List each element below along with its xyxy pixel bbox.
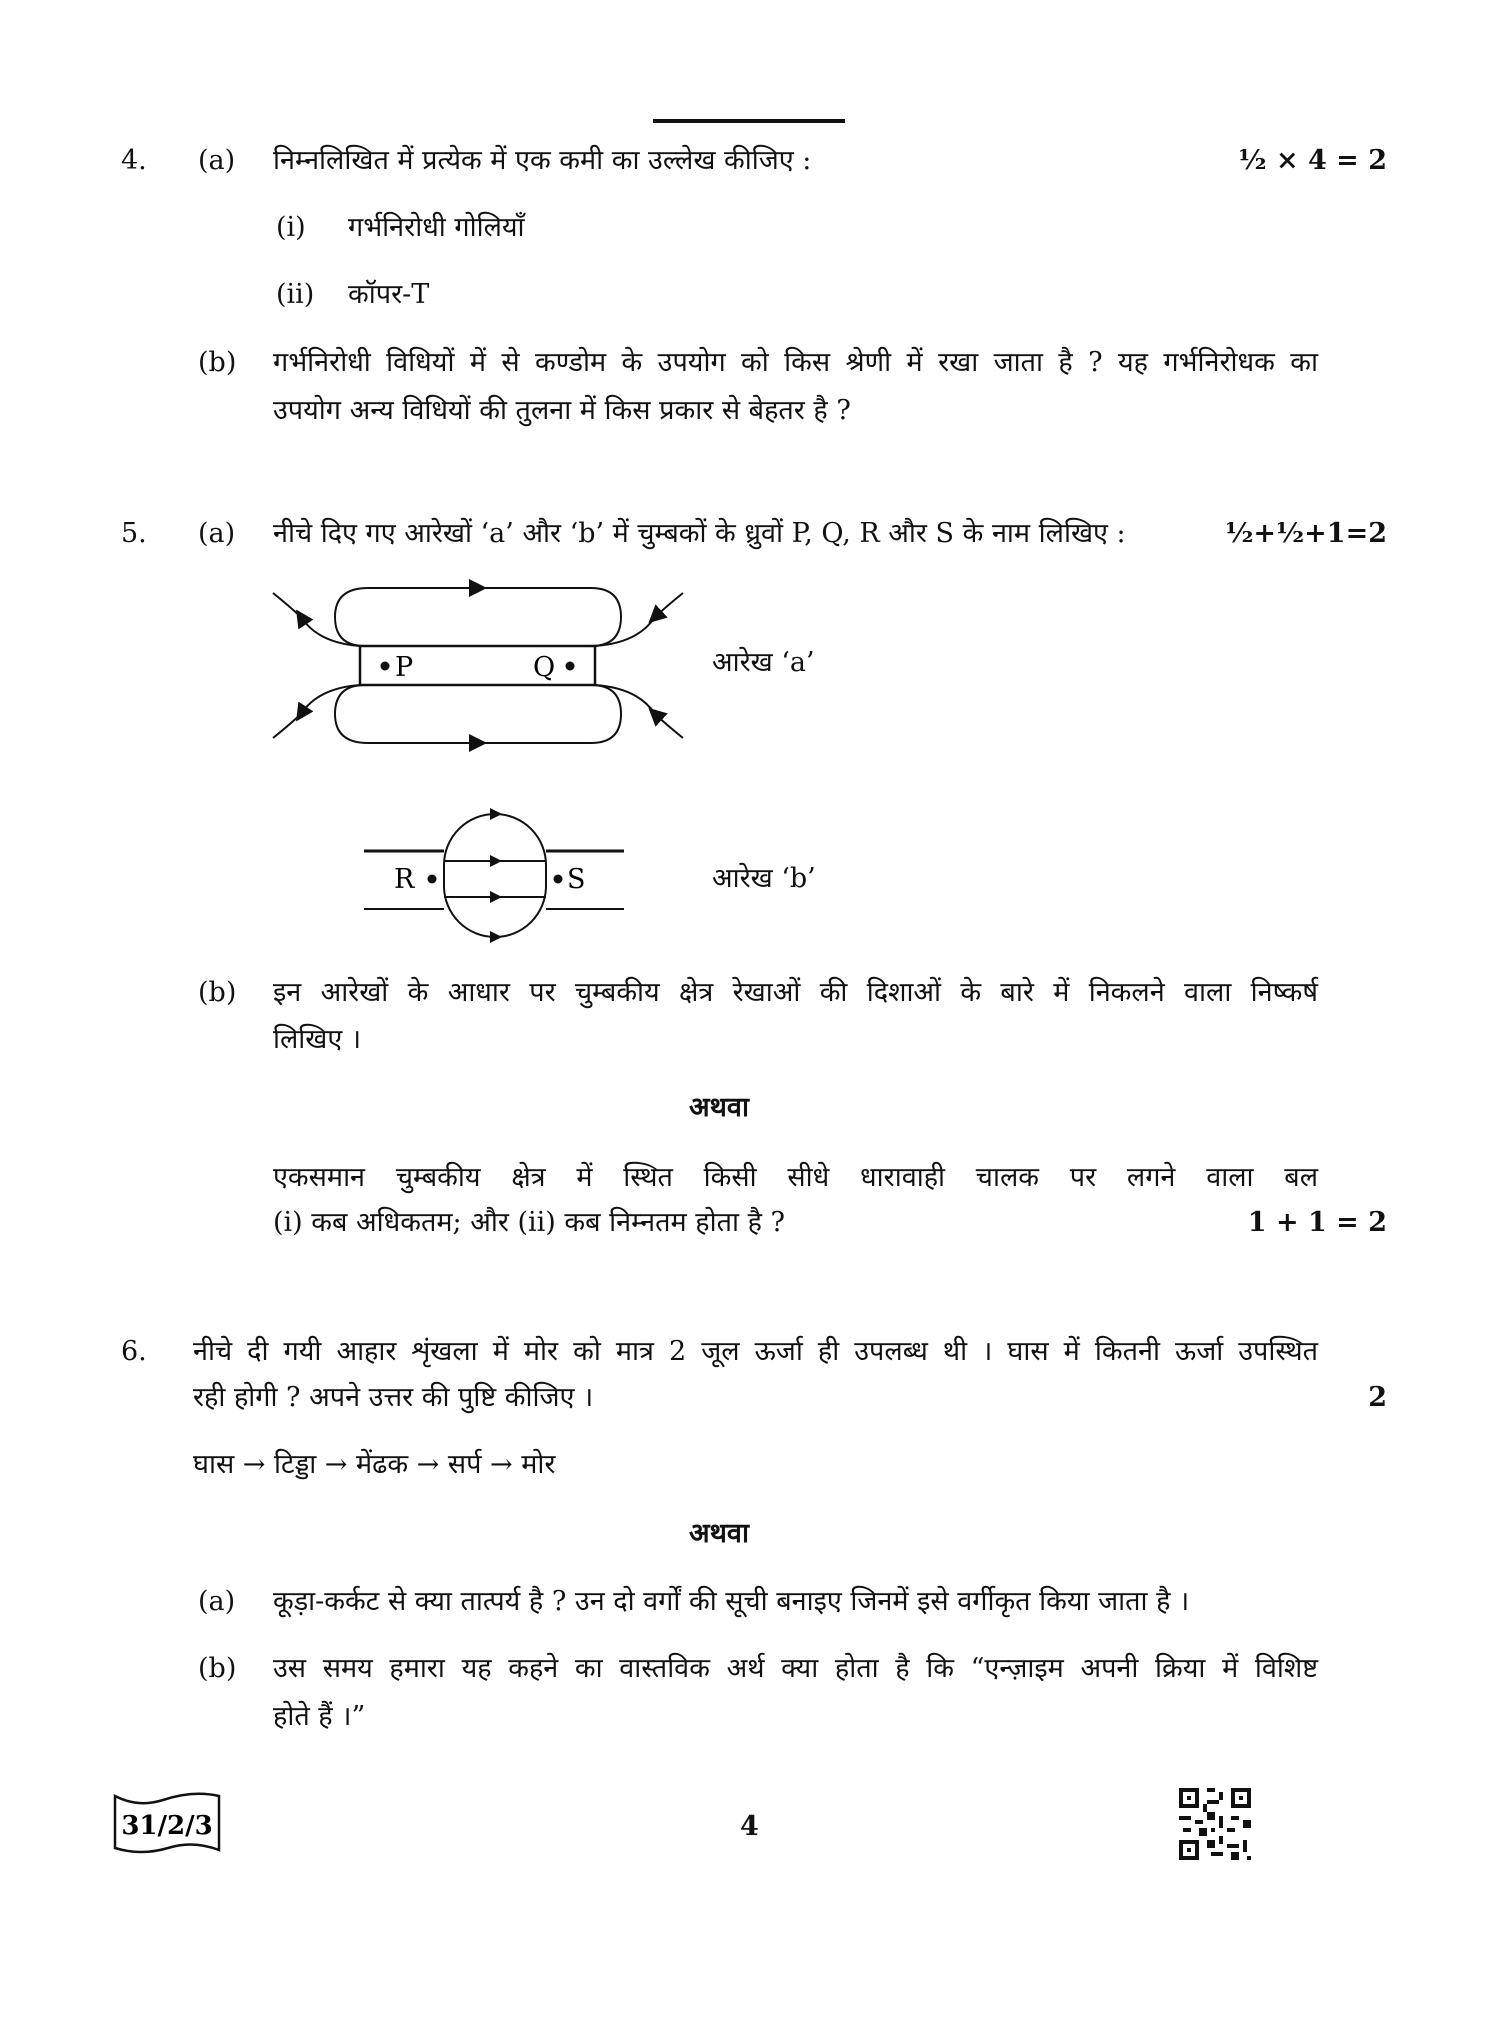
q5-or-heading: अथवा [689, 1092, 749, 1123]
q5-a-marks: ½+½+1=2 [1225, 518, 1387, 549]
q4-number: 4. [121, 145, 147, 176]
q4-a-label: (a) [198, 145, 236, 176]
diagram-a-bar-magnet-field [273, 585, 683, 745]
q6-line2: रही होगी ? अपने उत्तर की पुष्टि कीजिए । [193, 1382, 594, 1413]
q4-item-label: (i) [276, 212, 306, 243]
diagram-b-field-lines [364, 812, 624, 940]
q5-b-line2: लिखिए । [273, 1024, 362, 1055]
q6-b-label: (b) [198, 1653, 237, 1684]
q4-a-text: निम्नलिखित में प्रत्येक में एक कमी का उल्लेख कीजिए : [273, 145, 812, 176]
pole-p-label: P [395, 652, 414, 683]
paper-code-box [113, 1790, 223, 1856]
q4-item-label: (ii) [276, 279, 315, 310]
q4-b-line2: उपयोग अन्य विधियों की तुलना में किस प्रकार से बेहतर है ? [273, 395, 851, 426]
q4-b-label: (b) [198, 347, 237, 378]
q5-b-label: (b) [198, 977, 237, 1008]
pole-r-label: R [394, 864, 415, 895]
food-chain: घास → टिड्डा → मेंढक → सर्प → मोर [193, 1449, 556, 1480]
q6-b-line1: उस समय हमारा यह कहने का वास्तविक अर्थ क्या होता है कि “एन्ज़ाइम अपनी क्रिया में विशिष्ट [273, 1653, 1318, 1684]
q4-b-line1: गर्भनिरोधी विधियों में से कण्डोम के उपयोग को किस श्रेणी में रखा जाता है ? यह गर्भनिरोधक का [273, 347, 1318, 378]
q5-a-label: (a) [198, 518, 236, 549]
pole-q-label: Q [533, 652, 556, 683]
q4-a-marks: ½ × 4 = 2 [1238, 145, 1387, 176]
page-number: 4 [740, 1811, 759, 1842]
q5-alt-marks: 1 + 1 = 2 [1247, 1207, 1387, 1238]
pole-s-label: S [567, 864, 586, 895]
diagram-b-caption: आरेख ‘b’ [712, 863, 816, 894]
q6-a-text: कूड़ा-कर्कट से क्या तात्पर्य है ? उन दो वर्गों की सूची बनाइए जिनमें इसे वर्गीकृत किया जाता है । [273, 1586, 1190, 1617]
q5-alt-line1: एकसमान चुम्बकीय क्षेत्र में स्थित किसी सीधे धारावाही चालक पर लगने वाला बल [273, 1162, 1318, 1193]
q5-number: 5. [121, 518, 147, 549]
q5-b-line1: इन आरेखों के आधार पर चुम्बकीय क्षेत्र रेखाओं की दिशाओं के बारे में निकलने वाला निष्कर्ष [273, 977, 1318, 1008]
q6-marks: 2 [1368, 1382, 1387, 1413]
paper-code: 31/2/3 [121, 1811, 213, 1841]
q5-alt-line2: (i) कब अधिकतम; और (ii) कब निम्नतम होता है ? [273, 1207, 785, 1238]
qr-code-icon [1179, 1788, 1251, 1860]
q6-b-line2: होते हैं ।” [273, 1701, 366, 1732]
q4-item-text: गर्भनिरोधी गोलियाँ [348, 212, 525, 243]
q5-a-text: नीचे दिए गए आरेखों ‘a’ और ‘b’ में चुम्बकों के ध्रुवों P, Q, R और S के नाम लिखिए : [273, 518, 1126, 549]
q6-number: 6. [121, 1336, 147, 1367]
q4-item-text: कॉपर-T [348, 279, 430, 310]
q6-or-heading: अथवा [689, 1518, 749, 1549]
q6-line1: नीचे दी गयी आहार शृंखला में मोर को मात्र 2 जूल ऊर्जा ही उपलब्ध थी । घास में कितनी ऊर्जा उपस्थित [193, 1336, 1318, 1367]
q6-a-label: (a) [198, 1586, 236, 1617]
diagram-a-caption: आरेख ‘a’ [712, 647, 815, 678]
top-rule [653, 119, 845, 123]
